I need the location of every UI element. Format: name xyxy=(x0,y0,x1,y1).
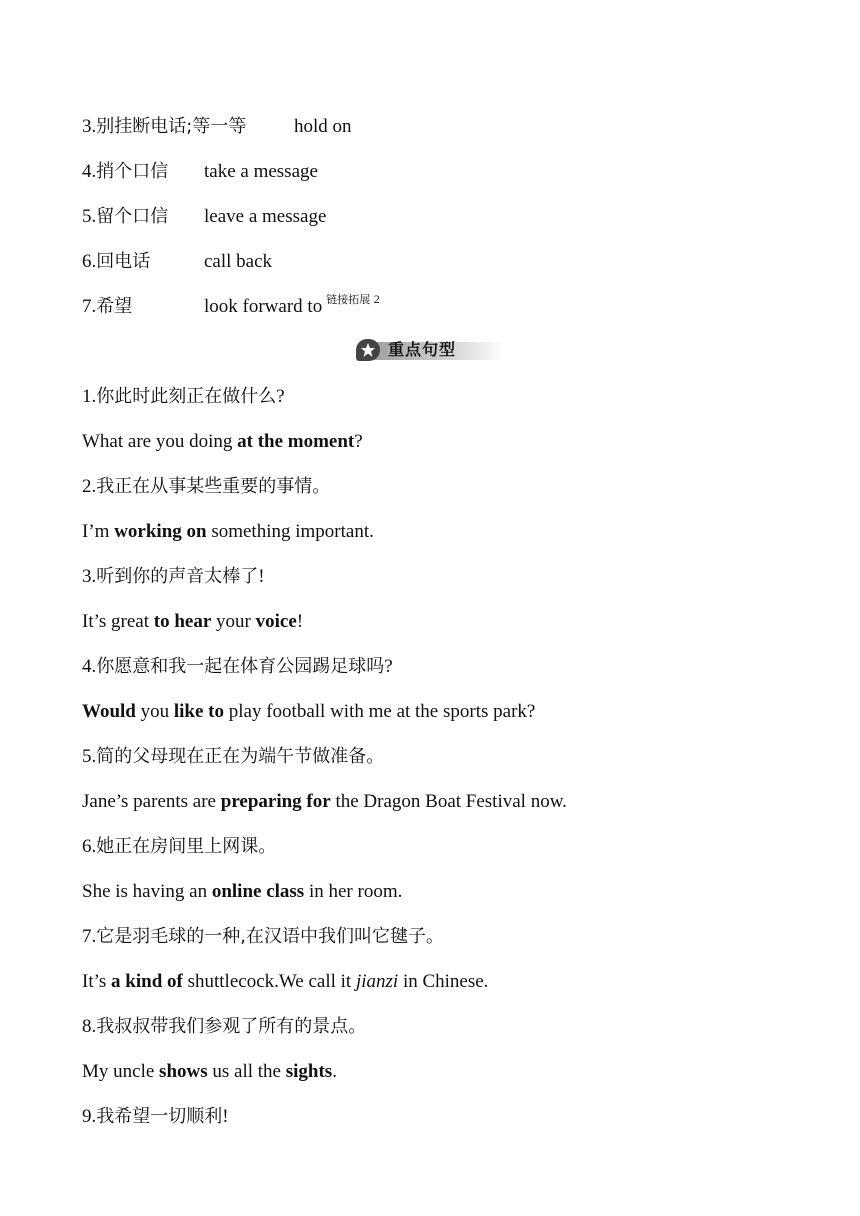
key-phrase: a kind of xyxy=(111,971,183,992)
sentence-text: shuttlecock.We call it xyxy=(182,971,356,992)
phrase-chinese: 别挂断电话;等一等 xyxy=(96,116,247,137)
phrase-english: leave a message xyxy=(204,206,327,227)
phrase-english-text: look forward to xyxy=(204,296,323,317)
phrase-item xyxy=(82,295,132,319)
sentence-text: ! xyxy=(296,611,304,632)
key-phrase: shows xyxy=(159,1061,208,1082)
sentence-number: 8. xyxy=(82,1016,97,1037)
phrase-number: 3. xyxy=(82,116,97,137)
sentence-chinese-text: 它是羽毛球的一种,在汉语中我们叫它毽子。 xyxy=(96,926,444,947)
sentence-number: 1. xyxy=(82,386,97,407)
phrase-chinese: 捎个口信 xyxy=(96,161,169,182)
sentence-text: the Dragon Boat Festival now. xyxy=(330,791,567,812)
phrase-chinese: 希望 xyxy=(96,296,133,317)
key-phrase: voice xyxy=(255,611,297,632)
sentence-chinese xyxy=(82,655,393,679)
sentence-chinese-text: 你此时此刻正在做什么 xyxy=(96,386,277,407)
extension-link-number[interactable]: 2 xyxy=(373,292,380,306)
extension-link-label[interactable]: 链接拓展 xyxy=(326,293,371,306)
sentence-text: us all the xyxy=(207,1061,286,1082)
sentence-text: Jane’s parents are xyxy=(82,791,221,812)
phrase-item xyxy=(82,115,246,139)
key-phrase: sights xyxy=(285,1061,333,1082)
sentence-text: you xyxy=(135,701,174,722)
sentence-english xyxy=(82,790,567,814)
speech-bubble-icon xyxy=(356,339,380,361)
section-title: 重点句型 xyxy=(388,340,457,359)
sentence-number: 7. xyxy=(82,926,97,947)
sentence-text: ? xyxy=(354,431,363,452)
sentence-english xyxy=(82,700,535,724)
sentence-english xyxy=(82,520,374,544)
key-phrase: working on xyxy=(114,521,207,542)
italic-term: jianzi xyxy=(355,971,399,992)
sentence-chinese xyxy=(82,385,285,409)
phrase-english: take a message xyxy=(204,161,318,182)
sentence-text: play football with me at the sports park? xyxy=(224,701,536,722)
sentence-text: It’s xyxy=(82,971,112,992)
phrase-english: hold on xyxy=(294,116,352,137)
sentence-text: something important. xyxy=(206,521,374,542)
sentence-english xyxy=(82,430,363,454)
sentence-text: . xyxy=(332,1061,337,1082)
phrase-number: 5. xyxy=(82,206,97,227)
phrase-chinese: 留个口信 xyxy=(96,206,169,227)
sentence-chinese xyxy=(82,745,384,769)
sentence-number: 6. xyxy=(82,836,97,857)
key-phrase: at the moment xyxy=(237,431,355,452)
phrase-number: 7. xyxy=(82,296,97,317)
sentence-chinese xyxy=(82,565,265,589)
sentence-chinese xyxy=(82,475,330,499)
sentence-text: It’s great xyxy=(82,611,154,632)
sentence-english xyxy=(82,610,303,634)
sentence-text: What are you doing xyxy=(82,431,238,452)
sentence-text: in Chinese. xyxy=(398,971,489,992)
sentence-text: My uncle xyxy=(82,1061,160,1082)
sentence-number: 4. xyxy=(82,656,97,677)
sentence-chinese xyxy=(82,925,444,949)
phrase-number: 4. xyxy=(82,161,97,182)
phrase-item xyxy=(82,250,150,274)
sentence-english xyxy=(82,1060,337,1084)
sentence-chinese-text: 简的父母现在正在为端午节做准备。 xyxy=(96,746,385,767)
sentence-chinese-text: 听到你的声音太棒了 xyxy=(96,566,259,587)
sentence-chinese-text: 我希望一切顺利 xyxy=(96,1106,223,1127)
phrase-number: 6. xyxy=(82,251,97,272)
extension-link-note[interactable] xyxy=(326,293,380,306)
sentence-number: 3. xyxy=(82,566,97,587)
phrase-item xyxy=(82,160,168,184)
sentence-number: 2. xyxy=(82,476,97,497)
sentence-end-punctuation: ! xyxy=(222,1106,229,1127)
key-phrase: preparing for xyxy=(220,791,331,812)
sentence-chinese-text: 我叔叔带我们参观了所有的景点。 xyxy=(96,1016,367,1037)
sentence-chinese xyxy=(82,1015,366,1039)
phrase-chinese: 回电话 xyxy=(96,251,151,272)
sentence-number: 5. xyxy=(82,746,97,767)
sentence-chinese xyxy=(82,1105,229,1129)
key-phrase: to hear xyxy=(153,611,212,632)
sentence-end-punctuation: ? xyxy=(276,386,285,407)
key-phrase: like to xyxy=(173,701,225,722)
sentence-chinese-text: 你愿意和我一起在体育公园踢足球吗 xyxy=(96,656,385,677)
sentence-english xyxy=(82,970,488,994)
sentence-chinese xyxy=(82,835,276,859)
sentence-end-punctuation: ! xyxy=(258,566,265,587)
phrase-english xyxy=(204,292,380,321)
sentence-text: She is having an xyxy=(82,881,212,902)
sentence-number: 9. xyxy=(82,1106,97,1127)
key-phrase: Would xyxy=(82,701,136,722)
sentence-end-punctuation: ? xyxy=(384,656,393,677)
phrase-item xyxy=(82,205,168,229)
key-phrase: online class xyxy=(211,881,305,902)
sentence-english xyxy=(82,880,402,904)
section-header-key-sentences xyxy=(356,337,506,363)
phrase-english: call back xyxy=(204,251,273,272)
sentence-text: in her room. xyxy=(304,881,403,902)
sentence-chinese-text: 她正在房间里上网课。 xyxy=(96,836,277,857)
sentence-text: your xyxy=(211,611,256,632)
sentence-text: I’m xyxy=(82,521,115,542)
sentence-chinese-text: 我正在从事某些重要的事情。 xyxy=(96,476,331,497)
